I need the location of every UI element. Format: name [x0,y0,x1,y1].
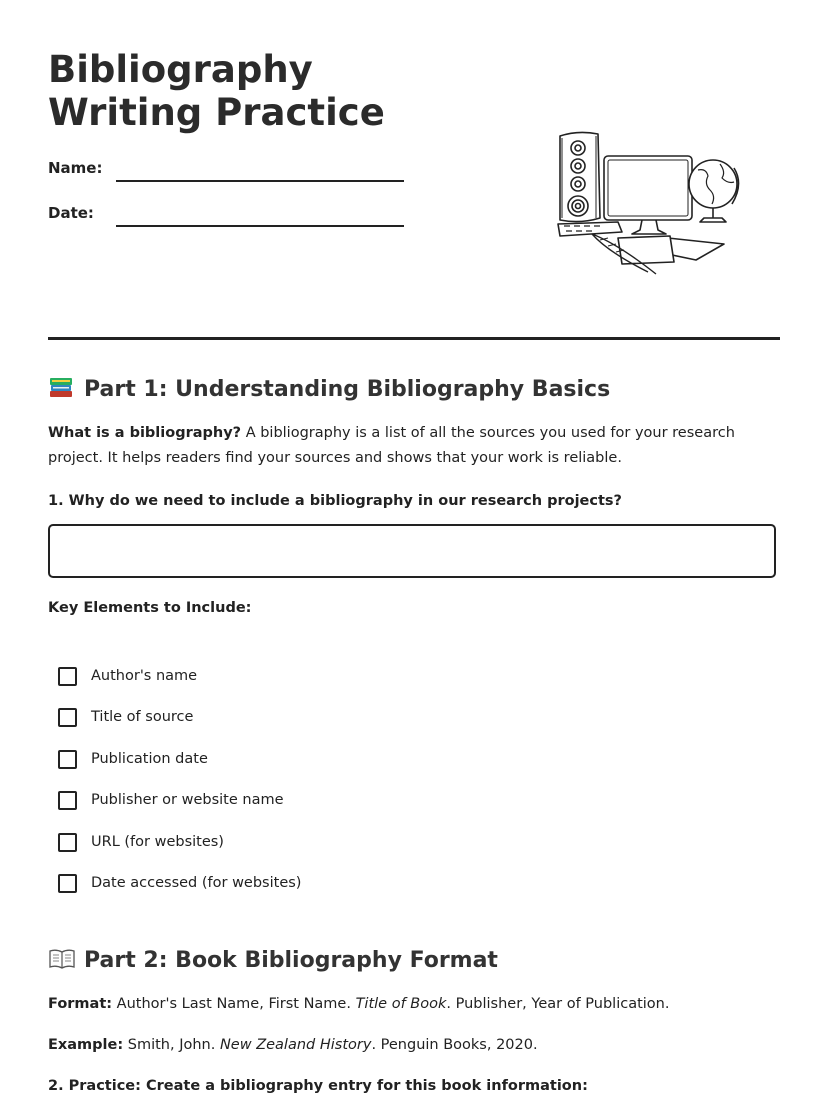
format-text-end: . Publisher, Year of Publication. [446,996,670,1012]
definition-term: What is a bibliography? [48,425,242,441]
checklist-item[interactable] [58,871,301,895]
part2-heading [48,946,498,975]
part2-heading-text: Part 2: Book Bibliography Format [84,948,498,973]
example-text-end: . Penguin Books, 2020. [371,1037,538,1053]
format-title: Title of Book [355,996,447,1012]
checkbox[interactable] [58,833,77,852]
checkbox[interactable] [58,791,77,810]
date-field [48,204,408,230]
format-line [48,992,780,1017]
question-1-answer-field[interactable] [48,524,776,578]
name-field [48,159,408,185]
key-elements-label: Key Elements to Include: [48,600,252,616]
checkbox[interactable] [58,667,77,686]
books-icon [48,375,76,399]
checklist-item-label: Publication date [91,751,208,767]
part1-heading-text: Part 1: Understanding Bibliography Basics [84,377,611,402]
checkbox[interactable] [58,874,77,893]
checklist-item[interactable] [58,788,284,812]
question-1: 1. Why do we need to include a bibliography in our research projects? [48,493,622,509]
checklist-item-label: Author's name [91,668,198,684]
name-label: Name: [48,159,103,177]
computer-books-globe-illustration-icon [548,126,744,280]
checklist-item[interactable] [58,705,193,729]
date-line[interactable] [116,225,404,227]
checkbox[interactable] [58,708,77,727]
example-line [48,1033,780,1058]
checklist-item-label: Date accessed (for websites) [91,875,302,891]
page-title: Bibliography Writing Practice [48,48,385,134]
example-title: New Zealand History [219,1037,372,1053]
section-divider [48,337,780,340]
checklist-item[interactable] [58,830,224,854]
name-line[interactable] [116,180,404,182]
example-label: Example: [48,1037,124,1053]
open-book-icon [48,946,76,970]
format-text-start: Author's Last Name, First Name. [116,996,351,1012]
date-label: Date: [48,204,94,222]
checklist-item-label: Title of source [91,709,194,725]
checklist-item[interactable] [58,664,197,688]
definition-text: A bibliography is a list of all the sources you used for your research project. It helps readers find your sources and shows that your work is reliable. [48,425,735,466]
example-text-start: Smith, John. [127,1037,216,1053]
part1-heading [48,375,610,404]
checklist-item-label: URL (for websites) [91,834,224,850]
format-label: Format: [48,996,113,1012]
checkbox[interactable] [58,750,77,769]
question-2: 2. Practice: Create a bibliography entry for this book information: [48,1078,588,1094]
checklist-item-label: Publisher or website name [91,792,284,808]
bibliography-definition [48,421,780,471]
checklist-item[interactable] [58,747,208,771]
